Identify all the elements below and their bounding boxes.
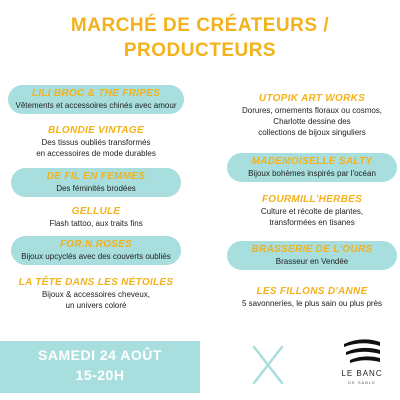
vendor-gellule — [6, 205, 186, 229]
vendor-description: Bijoux upcyclés avec des couverts oubliés — [21, 252, 171, 261]
vendor-name: DE FIL EN FEMMES — [46, 171, 146, 182]
vendor-name: MADEMOISELLE SALTY — [251, 156, 373, 167]
vendor-description: Des tissus oubliés transformés — [41, 138, 151, 147]
poster-title-line-2: PRODUCTEURS — [123, 40, 277, 61]
vendor-pill — [227, 241, 397, 270]
vendor-description: Bijoux & accessoires cheveux, — [41, 290, 151, 299]
vendor-description: Culture et récolte de plantes, — [260, 207, 364, 216]
event-hours: 15-20H — [75, 367, 125, 383]
vendor-description: Brasseur en Vendée — [275, 257, 349, 266]
wave-logo-icon — [342, 338, 382, 364]
vendor-description: Flash tattoo, aux traits fins — [49, 219, 143, 228]
date-banner — [0, 341, 200, 393]
vendor-description: en accessoires de mode durables — [36, 149, 156, 158]
vendor-mademoiselle-salty — [222, 153, 400, 182]
vendor-brasserie-de-l-ours — [222, 241, 400, 270]
vendor-name: BLONDIE VINTAGE — [48, 125, 144, 136]
logo-name: LE BANC — [341, 369, 383, 378]
vendor-name: GELLULE — [71, 206, 121, 217]
vendor-description: Charlotte dessine des — [273, 117, 351, 126]
logo-subtitle: DE SABLE — [348, 380, 376, 385]
collaboration-x-icon — [251, 345, 285, 385]
vendor-description: Vêtements et accessoires chinés avec amour — [15, 101, 177, 110]
vendor-name: LA TÊTE DANS LES NÉTOILES — [18, 277, 174, 288]
vendor-name: FOURMILL'HERBES — [261, 194, 363, 205]
vendor-pill — [11, 236, 181, 265]
vendor-de-fil-en-femmes — [6, 168, 186, 197]
vendor-description: transformées en tisanes — [269, 218, 355, 227]
vendor-lili-broc — [6, 85, 186, 114]
vendor-description: Bijoux bohèmes inspirés par l'océan — [248, 169, 376, 178]
vendor-description: Dorures, ornements floraux ou cosmos, — [241, 106, 383, 115]
vendor-for-n-roses — [6, 236, 186, 265]
vendor-description: collections de bijoux singuliers — [258, 128, 366, 137]
vendor-name: UTOPIK ART WORKS — [258, 93, 366, 104]
vendor-description: Des féminités brodées — [56, 184, 136, 193]
vendor-description: un univers coloré — [65, 301, 127, 310]
le-banc-de-sable-logo — [332, 338, 392, 394]
vendor-name: BRASSERIE DE L'OURS — [251, 244, 373, 255]
vendor-fourmill-herbes — [222, 193, 400, 228]
vendor-utopik-art-works — [222, 92, 400, 138]
vendor-name: LES FILLONS D'ANNE — [256, 286, 368, 297]
vendor-la-tete-dans-les-netoiles — [6, 276, 186, 311]
poster-title-line-1: MARCHÉ DE CRÉATEURS / — [70, 15, 330, 36]
vendor-les-fillons-d-anne — [222, 285, 400, 309]
vendor-name: FOR.N.ROSES — [59, 239, 133, 250]
vendor-description: 5 savonneries, le plus sain ou plus près — [241, 299, 383, 308]
vendor-pill — [8, 85, 185, 114]
vendor-pill — [11, 168, 181, 197]
vendor-blondie-vintage — [6, 124, 186, 159]
vendor-name: LILI BROC & THE FRIPES — [31, 88, 161, 99]
event-date: SAMEDI 24 AOÛT — [38, 347, 162, 363]
vendor-pill — [227, 153, 397, 182]
